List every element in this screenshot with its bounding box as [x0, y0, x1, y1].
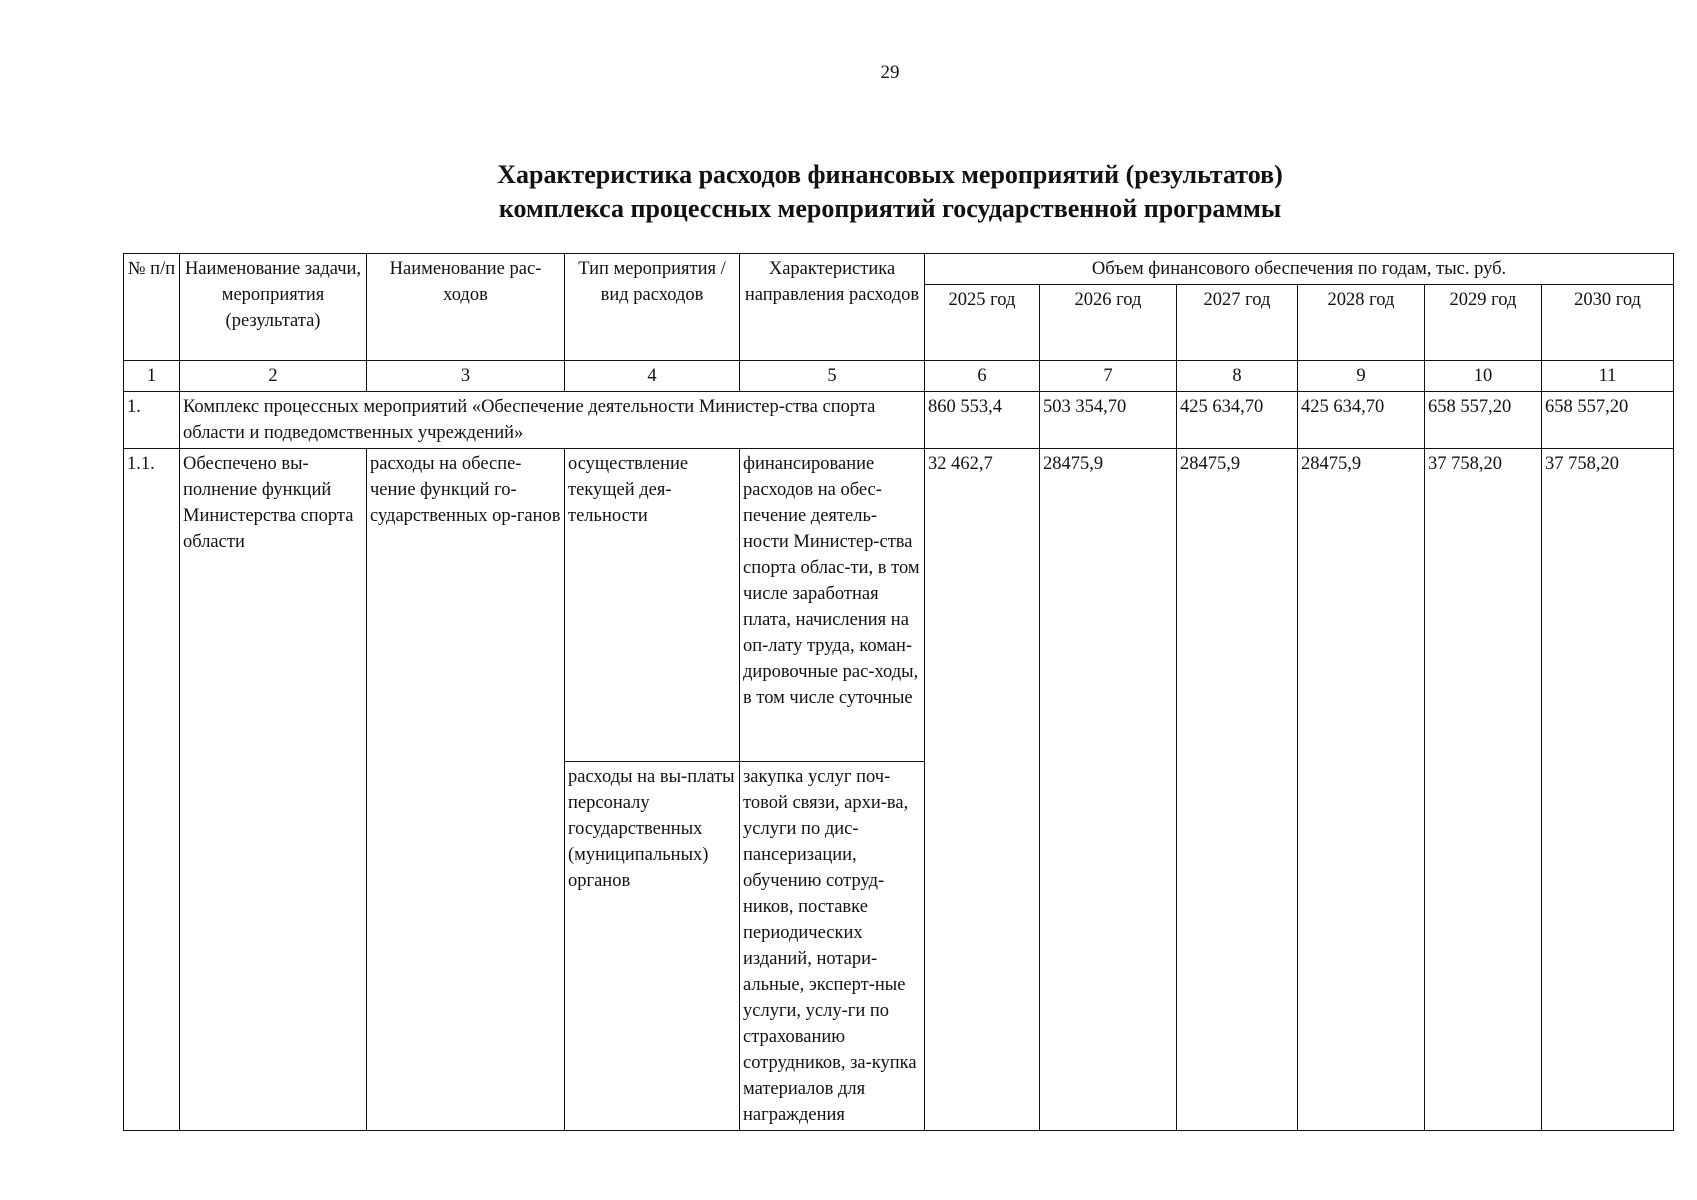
- title-line-1: Характеристика расходов финансовых мероприятий (результатов): [497, 160, 1283, 189]
- funding-value: 503 354,70: [1040, 392, 1177, 449]
- column-number-row: [124, 361, 1674, 392]
- task-name: Обеспечено вы-полнение функций Министерства спорта области: [180, 449, 367, 1131]
- row-number: 1.1.: [124, 449, 180, 1131]
- header-number: № п/п: [124, 254, 180, 361]
- column-number: 8: [1177, 361, 1298, 392]
- document-title: [0, 158, 1697, 226]
- column-number: 9: [1298, 361, 1425, 392]
- expense-type: расходы на вы-платы персоналу государственных (муниципальных) органов: [565, 762, 740, 1131]
- column-number: 10: [1425, 361, 1542, 392]
- funding-value: 425 634,70: [1298, 392, 1425, 449]
- table-row: [124, 392, 1674, 449]
- table-row: [124, 449, 1674, 762]
- activity-type: осуществление текущей дея-тельности: [565, 449, 740, 762]
- header-task-name: Наименование задачи, мероприятия (результата): [180, 254, 367, 361]
- header-year: 2028 год: [1298, 285, 1425, 361]
- header-expense-name: Наименование рас-ходов: [367, 254, 565, 361]
- row-number: 1.: [124, 392, 180, 449]
- funding-value: 658 557,20: [1425, 392, 1542, 449]
- column-number: 3: [367, 361, 565, 392]
- column-number: 6: [925, 361, 1040, 392]
- expense-name: расходы на обеспе-чение функций го-сударственных ор-ганов: [367, 449, 565, 1131]
- header-year: 2030 год: [1542, 285, 1674, 361]
- header-type: Тип мероприятия / вид расходов: [565, 254, 740, 361]
- funding-value: 658 557,20: [1542, 392, 1674, 449]
- funding-value: 32 462,7: [925, 449, 1040, 1131]
- header-year: 2029 год: [1425, 285, 1542, 361]
- header-characteristic: Характеристика направления расходов: [740, 254, 925, 361]
- column-number: 5: [740, 361, 925, 392]
- funding-value: 28475,9: [1040, 449, 1177, 1131]
- column-number: 7: [1040, 361, 1177, 392]
- funding-value: 37 758,20: [1542, 449, 1674, 1131]
- expense-characteristic: закупка услуг поч-товой связи, архи-ва, услуги по дис-пансеризации, обучению сотруд-ников, поставке периодических изданий, нотари-альные, эксперт-ные услуги, услу-ги по страхованию сотрудников, за-купка материалов для награждения: [740, 762, 925, 1131]
- header-year: 2025 год: [925, 285, 1040, 361]
- column-number: 2: [180, 361, 367, 392]
- funding-value: 425 634,70: [1177, 392, 1298, 449]
- complex-name: Комплекс процессных мероприятий «Обеспечение деятельности Министер-ства спорта области и подведомственных учреждений»: [180, 392, 925, 449]
- funding-value: 28475,9: [1177, 449, 1298, 1131]
- expense-characteristic: финансирование расходов на обес-печение деятель-ности Министер-ства спорта облас-ти, в том числе заработная плата, начисления на оп-лату труда, коман-дировочные рас-ходы, в том числе суточные: [740, 449, 925, 762]
- funding-value: 37 758,20: [1425, 449, 1542, 1131]
- column-number: 1: [124, 361, 180, 392]
- funding-value: 28475,9: [1298, 449, 1425, 1131]
- header-row-1: [124, 254, 1674, 285]
- header-year: 2027 год: [1177, 285, 1298, 361]
- funding-value: 860 553,4: [925, 392, 1040, 449]
- page-number: 29: [880, 62, 900, 83]
- title-line-2: комплекса процессных мероприятий государственной программы: [498, 194, 1282, 223]
- financing-table: [123, 253, 1674, 1131]
- column-number: 11: [1542, 361, 1674, 392]
- header-year: 2026 год: [1040, 285, 1177, 361]
- column-number: 4: [565, 361, 740, 392]
- header-financing-group: Объем финансового обеспечения по годам, тыс. руб.: [925, 254, 1674, 285]
